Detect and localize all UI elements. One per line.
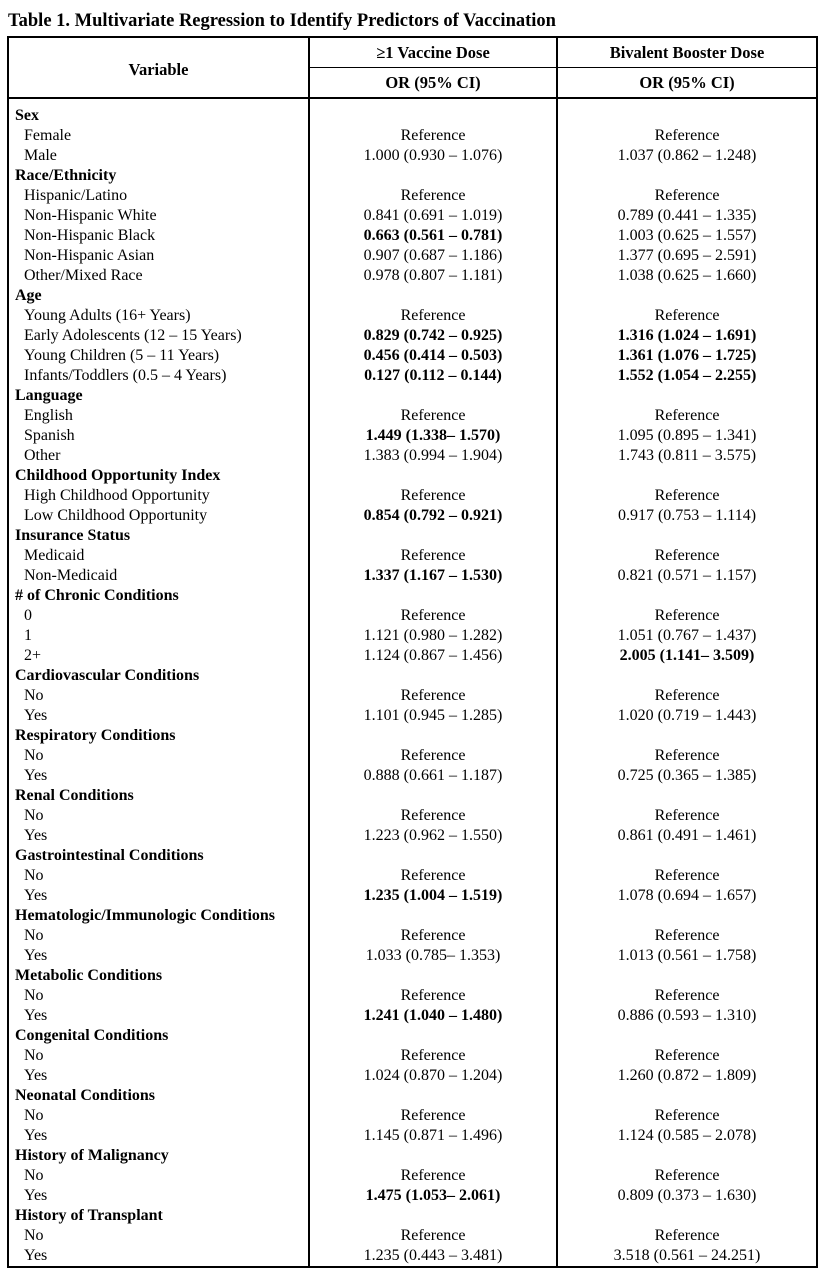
table-row xyxy=(8,246,817,266)
variable-label: Yes xyxy=(8,766,309,786)
vaccine-dose-or-cell: Reference xyxy=(309,606,557,626)
variable-label: No xyxy=(8,1046,309,1066)
variable-label: Spanish xyxy=(8,426,309,446)
bivalent-booster-or-cell: 1.377 (0.695 – 2.591) xyxy=(557,246,817,266)
bivalent-booster-or-cell: Reference xyxy=(557,306,817,326)
category-label: Renal Conditions xyxy=(8,786,309,806)
bivalent-booster-or-cell: 1.124 (0.585 – 2.078) xyxy=(557,1126,817,1146)
table-row xyxy=(8,546,817,566)
vaccine-dose-or-cell: 0.888 (0.661 – 1.187) xyxy=(309,766,557,786)
bivalent-booster-or-cell: Reference xyxy=(557,1166,817,1186)
vaccine-dose-or-cell xyxy=(309,786,557,806)
vaccine-dose-or-cell xyxy=(309,846,557,866)
vaccine-dose-or-cell xyxy=(309,1206,557,1226)
category-label: Metabolic Conditions xyxy=(8,966,309,986)
vaccine-dose-or-cell: Reference xyxy=(309,686,557,706)
category-row xyxy=(8,786,817,806)
category-row xyxy=(8,586,817,606)
variable-label: Infants/Toddlers (0.5 – 4 Years) xyxy=(8,366,309,386)
vaccine-dose-or-cell xyxy=(309,286,557,306)
category-row xyxy=(8,966,817,986)
variable-label: Yes xyxy=(8,886,309,906)
header-bivalent-booster: Bivalent Booster Dose xyxy=(557,37,817,68)
category-label: Sex xyxy=(8,98,309,126)
bivalent-booster-or-cell xyxy=(557,166,817,186)
vaccine-dose-or-cell: Reference xyxy=(309,126,557,146)
bivalent-booster-or-cell: 1.552 (1.054 – 2.255) xyxy=(557,366,817,386)
category-label: # of Chronic Conditions xyxy=(8,586,309,606)
bivalent-booster-or-cell: Reference xyxy=(557,186,817,206)
table-row xyxy=(8,566,817,586)
table-row xyxy=(8,346,817,366)
subheader-or-ci-2: OR (95% CI) xyxy=(557,68,817,99)
vaccine-dose-or-cell xyxy=(309,906,557,926)
variable-label: 1 xyxy=(8,626,309,646)
bivalent-booster-or-cell: Reference xyxy=(557,806,817,826)
category-row xyxy=(8,1086,817,1106)
bivalent-booster-or-cell: Reference xyxy=(557,606,817,626)
vaccine-dose-or-cell: Reference xyxy=(309,1106,557,1126)
bivalent-booster-or-cell xyxy=(557,286,817,306)
variable-label: No xyxy=(8,746,309,766)
bivalent-booster-or-cell: 1.743 (0.811 – 3.575) xyxy=(557,446,817,466)
bivalent-booster-or-cell: 0.789 (0.441 – 1.335) xyxy=(557,206,817,226)
table-row xyxy=(8,686,817,706)
vaccine-dose-or-cell: 1.121 (0.980 – 1.282) xyxy=(309,626,557,646)
vaccine-dose-or-cell: Reference xyxy=(309,546,557,566)
table-row xyxy=(8,426,817,446)
category-label: History of Malignancy xyxy=(8,1146,309,1166)
category-row xyxy=(8,1146,817,1166)
table-row xyxy=(8,606,817,626)
vaccine-dose-or-cell: 1.223 (0.962 – 1.550) xyxy=(309,826,557,846)
variable-label: Non-Hispanic White xyxy=(8,206,309,226)
bivalent-booster-or-cell: Reference xyxy=(557,1046,817,1066)
variable-label: Yes xyxy=(8,1126,309,1146)
bivalent-booster-or-cell: Reference xyxy=(557,486,817,506)
bivalent-booster-or-cell: 1.013 (0.561 – 1.758) xyxy=(557,946,817,966)
subheader-or-ci-1: OR (95% CI) xyxy=(309,68,557,99)
variable-label: No xyxy=(8,926,309,946)
table-row xyxy=(8,1226,817,1246)
bivalent-booster-or-cell: 2.005 (1.141– 3.509) xyxy=(557,646,817,666)
vaccine-dose-or-cell xyxy=(309,526,557,546)
vaccine-dose-or-cell: 0.663 (0.561 – 0.781) xyxy=(309,226,557,246)
vaccine-dose-or-cell: Reference xyxy=(309,806,557,826)
vaccine-dose-or-cell: 1.101 (0.945 – 1.285) xyxy=(309,706,557,726)
bivalent-booster-or-cell: 0.725 (0.365 – 1.385) xyxy=(557,766,817,786)
vaccine-dose-or-cell: Reference xyxy=(309,306,557,326)
bivalent-booster-or-cell xyxy=(557,846,817,866)
bivalent-booster-or-cell: 1.361 (1.076 – 1.725) xyxy=(557,346,817,366)
table-row xyxy=(8,766,817,786)
bivalent-booster-or-cell xyxy=(557,466,817,486)
vaccine-dose-or-cell xyxy=(309,586,557,606)
vaccine-dose-or-cell: 1.145 (0.871 – 1.496) xyxy=(309,1126,557,1146)
vaccine-dose-or-cell: Reference xyxy=(309,1166,557,1186)
bivalent-booster-or-cell: 1.095 (0.895 – 1.341) xyxy=(557,426,817,446)
variable-label: Young Adults (16+ Years) xyxy=(8,306,309,326)
bivalent-booster-or-cell: 1.260 (0.872 – 1.809) xyxy=(557,1066,817,1086)
variable-label: Yes xyxy=(8,826,309,846)
vaccine-dose-or-cell xyxy=(309,1086,557,1106)
vaccine-dose-or-cell xyxy=(309,166,557,186)
variable-label: Male xyxy=(8,146,309,166)
variable-label: 2+ xyxy=(8,646,309,666)
category-label: Hematologic/Immunologic Conditions xyxy=(8,906,309,926)
vaccine-dose-or-cell xyxy=(309,666,557,686)
variable-label: No xyxy=(8,686,309,706)
table-row xyxy=(8,1126,817,1146)
bivalent-booster-or-cell xyxy=(557,786,817,806)
category-label: History of Transplant xyxy=(8,1206,309,1226)
vaccine-dose-or-cell: 1.337 (1.167 – 1.530) xyxy=(309,566,557,586)
category-row xyxy=(8,286,817,306)
bivalent-booster-or-cell: 1.020 (0.719 – 1.443) xyxy=(557,706,817,726)
vaccine-dose-or-cell: 1.475 (1.053– 2.061) xyxy=(309,1186,557,1206)
bivalent-booster-or-cell xyxy=(557,1026,817,1046)
category-row xyxy=(8,1026,817,1046)
category-label: Insurance Status xyxy=(8,526,309,546)
vaccine-dose-or-cell: 0.456 (0.414 – 0.503) xyxy=(309,346,557,366)
table-row xyxy=(8,1046,817,1066)
category-label: Cardiovascular Conditions xyxy=(8,666,309,686)
vaccine-dose-or-cell: 1.033 (0.785– 1.353) xyxy=(309,946,557,966)
category-row xyxy=(8,846,817,866)
bivalent-booster-or-cell xyxy=(557,726,817,746)
table-row xyxy=(8,806,817,826)
table-row xyxy=(8,306,817,326)
vaccine-dose-or-cell: Reference xyxy=(309,1226,557,1246)
category-label: Neonatal Conditions xyxy=(8,1086,309,1106)
bivalent-booster-or-cell: Reference xyxy=(557,1226,817,1246)
variable-label: No xyxy=(8,1166,309,1186)
category-row xyxy=(8,166,817,186)
table-row xyxy=(8,1186,817,1206)
table-row xyxy=(8,326,817,346)
vaccine-dose-or-cell xyxy=(309,966,557,986)
variable-label: Medicaid xyxy=(8,546,309,566)
bivalent-booster-or-cell: Reference xyxy=(557,746,817,766)
table-row xyxy=(8,186,817,206)
category-row xyxy=(8,526,817,546)
bivalent-booster-or-cell xyxy=(557,906,817,926)
bivalent-booster-or-cell: 0.809 (0.373 – 1.630) xyxy=(557,1186,817,1206)
variable-label: Non-Hispanic Asian xyxy=(8,246,309,266)
category-row xyxy=(8,666,817,686)
bivalent-booster-or-cell: Reference xyxy=(557,986,817,1006)
table-row xyxy=(8,866,817,886)
bivalent-booster-or-cell: 0.917 (0.753 – 1.114) xyxy=(557,506,817,526)
vaccine-dose-or-cell xyxy=(309,726,557,746)
table-row xyxy=(8,266,817,286)
vaccine-dose-or-cell xyxy=(309,466,557,486)
table-row xyxy=(8,746,817,766)
category-row xyxy=(8,386,817,406)
category-row xyxy=(8,906,817,926)
category-row xyxy=(8,726,817,746)
category-row xyxy=(8,466,817,486)
vaccine-dose-or-cell: 0.907 (0.687 – 1.186) xyxy=(309,246,557,266)
table-row xyxy=(8,626,817,646)
table-title: Table 1. Multivariate Regression to Identify Predictors of Vaccination xyxy=(8,11,556,31)
bivalent-booster-or-cell: Reference xyxy=(557,926,817,946)
variable-label: Yes xyxy=(8,1006,309,1026)
vaccine-dose-or-cell xyxy=(309,1026,557,1046)
vaccine-dose-or-cell: 0.127 (0.112 – 0.144) xyxy=(309,366,557,386)
header-vaccine-dose: ≥1 Vaccine Dose xyxy=(309,37,557,68)
vaccine-dose-or-cell: Reference xyxy=(309,926,557,946)
variable-label: Female xyxy=(8,126,309,146)
variable-label: No xyxy=(8,1226,309,1246)
table-row xyxy=(8,486,817,506)
bivalent-booster-or-cell xyxy=(557,966,817,986)
bivalent-booster-or-cell: Reference xyxy=(557,406,817,426)
table-row xyxy=(8,1246,817,1267)
vaccine-dose-or-cell: Reference xyxy=(309,866,557,886)
header-variable: Variable xyxy=(8,37,309,98)
category-label: Race/Ethnicity xyxy=(8,166,309,186)
vaccine-dose-or-cell: 1.024 (0.870 – 1.204) xyxy=(309,1066,557,1086)
bivalent-booster-or-cell: 1.078 (0.694 – 1.657) xyxy=(557,886,817,906)
table-row xyxy=(8,406,817,426)
vaccine-dose-or-cell: 1.000 (0.930 – 1.076) xyxy=(309,146,557,166)
vaccine-dose-or-cell: 0.978 (0.807 – 1.181) xyxy=(309,266,557,286)
bivalent-booster-or-cell xyxy=(557,586,817,606)
table-body xyxy=(8,98,817,1267)
variable-label: Other/Mixed Race xyxy=(8,266,309,286)
variable-label: Hispanic/Latino xyxy=(8,186,309,206)
bivalent-booster-or-cell: Reference xyxy=(557,546,817,566)
bivalent-booster-or-cell: 1.051 (0.767 – 1.437) xyxy=(557,626,817,646)
variable-label: Early Adolescents (12 – 15 Years) xyxy=(8,326,309,346)
bivalent-booster-or-cell xyxy=(557,1086,817,1106)
vaccine-dose-or-cell xyxy=(309,386,557,406)
variable-label: Yes xyxy=(8,1186,309,1206)
category-label: Childhood Opportunity Index xyxy=(8,466,309,486)
variable-label: 0 xyxy=(8,606,309,626)
table-row xyxy=(8,1106,817,1126)
vaccine-dose-or-cell: 1.241 (1.040 – 1.480) xyxy=(309,1006,557,1026)
bivalent-booster-or-cell xyxy=(557,1206,817,1226)
bivalent-booster-or-cell xyxy=(557,386,817,406)
table-row xyxy=(8,446,817,466)
variable-label: No xyxy=(8,986,309,1006)
vaccine-dose-or-cell: Reference xyxy=(309,746,557,766)
bivalent-booster-or-cell: 1.037 (0.862 – 1.248) xyxy=(557,146,817,166)
vaccine-dose-or-cell: 0.841 (0.691 – 1.019) xyxy=(309,206,557,226)
bivalent-booster-or-cell: 0.821 (0.571 – 1.157) xyxy=(557,566,817,586)
variable-label: Yes xyxy=(8,706,309,726)
vaccine-dose-or-cell: 1.235 (1.004 – 1.519) xyxy=(309,886,557,906)
table-row xyxy=(8,946,817,966)
variable-label: Yes xyxy=(8,946,309,966)
vaccine-dose-or-cell: Reference xyxy=(309,486,557,506)
variable-label: English xyxy=(8,406,309,426)
bivalent-booster-or-cell: 0.861 (0.491 – 1.461) xyxy=(557,826,817,846)
table-row xyxy=(8,1006,817,1026)
table-row xyxy=(8,926,817,946)
variable-label: No xyxy=(8,806,309,826)
table-row xyxy=(8,1066,817,1086)
table-row xyxy=(8,986,817,1006)
table-row xyxy=(8,506,817,526)
table-row xyxy=(8,206,817,226)
bivalent-booster-or-cell xyxy=(557,98,817,126)
category-label: Language xyxy=(8,386,309,406)
vaccine-dose-or-cell: 0.854 (0.792 – 0.921) xyxy=(309,506,557,526)
bivalent-booster-or-cell: 1.003 (0.625 – 1.557) xyxy=(557,226,817,246)
variable-label: Young Children (5 – 11 Years) xyxy=(8,346,309,366)
bivalent-booster-or-cell xyxy=(557,1146,817,1166)
bivalent-booster-or-cell: Reference xyxy=(557,1106,817,1126)
category-row xyxy=(8,1206,817,1226)
table-row xyxy=(8,886,817,906)
variable-label: Low Childhood Opportunity xyxy=(8,506,309,526)
bivalent-booster-or-cell: 1.316 (1.024 – 1.691) xyxy=(557,326,817,346)
table-row xyxy=(8,146,817,166)
vaccine-dose-or-cell: 1.124 (0.867 – 1.456) xyxy=(309,646,557,666)
bivalent-booster-or-cell: Reference xyxy=(557,686,817,706)
table-row xyxy=(8,126,817,146)
vaccine-dose-or-cell: Reference xyxy=(309,1046,557,1066)
variable-label: High Childhood Opportunity xyxy=(8,486,309,506)
table-row xyxy=(8,1166,817,1186)
vaccine-dose-or-cell: Reference xyxy=(309,406,557,426)
category-row xyxy=(8,98,817,126)
variable-label: Yes xyxy=(8,1246,309,1267)
bivalent-booster-or-cell xyxy=(557,526,817,546)
vaccine-dose-or-cell xyxy=(309,98,557,126)
bivalent-booster-or-cell: Reference xyxy=(557,866,817,886)
bivalent-booster-or-cell xyxy=(557,666,817,686)
vaccine-dose-or-cell xyxy=(309,1146,557,1166)
table-row xyxy=(8,706,817,726)
table-row xyxy=(8,226,817,246)
vaccine-dose-or-cell: 1.449 (1.338– 1.570) xyxy=(309,426,557,446)
variable-label: No xyxy=(8,1106,309,1126)
table-row xyxy=(8,826,817,846)
bivalent-booster-or-cell: 1.038 (0.625 – 1.660) xyxy=(557,266,817,286)
vaccine-dose-or-cell: Reference xyxy=(309,186,557,206)
vaccine-dose-or-cell: 1.383 (0.994 – 1.904) xyxy=(309,446,557,466)
vaccine-dose-or-cell: 1.235 (0.443 – 3.481) xyxy=(309,1246,557,1267)
category-label: Gastrointestinal Conditions xyxy=(8,846,309,866)
variable-label: Other xyxy=(8,446,309,466)
variable-label: Non-Hispanic Black xyxy=(8,226,309,246)
regression-table xyxy=(7,36,818,1268)
vaccine-dose-or-cell: Reference xyxy=(309,986,557,1006)
bivalent-booster-or-cell: 0.886 (0.593 – 1.310) xyxy=(557,1006,817,1026)
table-row xyxy=(8,646,817,666)
category-label: Respiratory Conditions xyxy=(8,726,309,746)
bivalent-booster-or-cell: 3.518 (0.561 – 24.251) xyxy=(557,1246,817,1267)
category-label: Age xyxy=(8,286,309,306)
table-row xyxy=(8,366,817,386)
variable-label: Yes xyxy=(8,1066,309,1086)
category-label: Congenital Conditions xyxy=(8,1026,309,1046)
variable-label: No xyxy=(8,866,309,886)
bivalent-booster-or-cell: Reference xyxy=(557,126,817,146)
vaccine-dose-or-cell: 0.829 (0.742 – 0.925) xyxy=(309,326,557,346)
variable-label: Non-Medicaid xyxy=(8,566,309,586)
